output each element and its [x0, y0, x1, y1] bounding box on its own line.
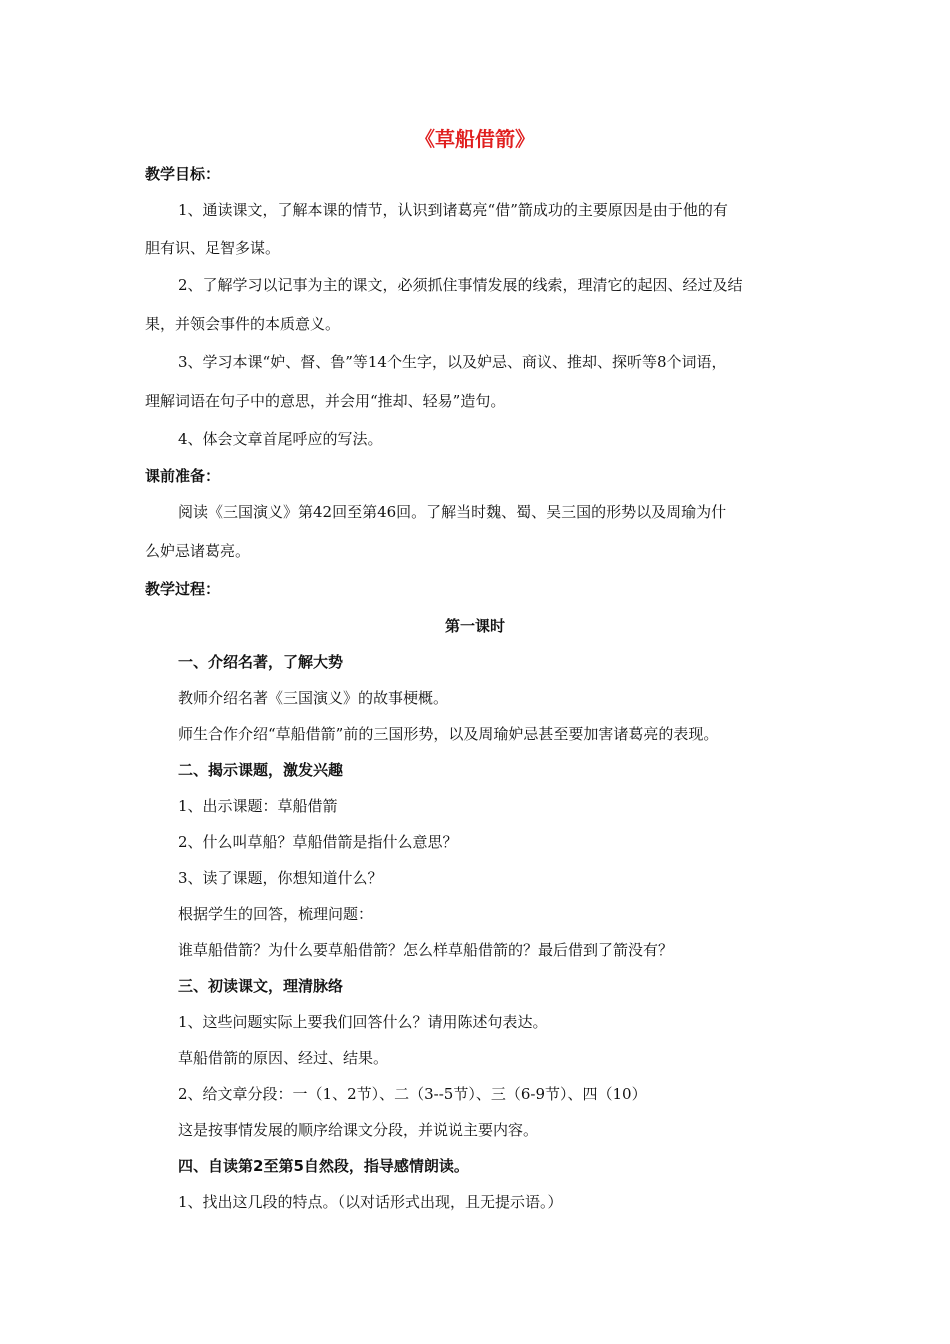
part3-heading: 三、初读课文，理清脉络 — [178, 977, 344, 995]
part2-line: 3、读了课题，你想知道什么？ — [178, 869, 383, 887]
prep-heading: 课前准备： — [145, 467, 221, 485]
goal-line: 2、了解学习以记事为主的课文，必须抓住事情发展的线索，理清它的起因、经过及结 — [178, 276, 743, 294]
prep-line: 么妒忌诸葛亮。 — [145, 542, 251, 560]
lesson-heading: 第一课时 — [444, 617, 505, 635]
part2-line: 2、什么叫草船？草船借箭是指什么意思？ — [178, 833, 458, 851]
part2-line: 1、出示课题：草船借箭 — [178, 797, 338, 815]
part2-heading: 二、揭示课题，激发兴趣 — [178, 761, 344, 779]
part3-line: 这是按事情发展的顺序给课文分段，并说说主要内容。 — [178, 1121, 539, 1139]
goal-line: 1、通读课文，了解本课的情节，认识到诸葛亮“借”箭成功的主要原因是由于他的有 — [178, 201, 728, 219]
goal-line: 理解词语在句子中的意思，并会用“推却、轻易”造句。 — [145, 392, 506, 410]
part3-line: 草船借箭的原因、经过、结果。 — [178, 1049, 389, 1067]
part2-line: 谁草船借箭？为什么要草船借箭？怎么样草船借箭的？最后借到了箭没有？ — [178, 941, 674, 959]
goal-line: 胆有识、足智多谋。 — [145, 239, 281, 257]
document-title: 《草船借箭》 — [415, 127, 535, 151]
goals-heading: 教学目标： — [145, 165, 221, 183]
part2-line: 根据学生的回答，梳理问题： — [178, 905, 374, 923]
part1-line: 教师介绍名著《三国演义》的故事梗概。 — [178, 689, 449, 707]
process-heading: 教学过程： — [145, 580, 221, 598]
goal-line: 4、体会文章首尾呼应的写法。 — [178, 430, 383, 448]
goal-line: 果，并领会事件的本质意义。 — [145, 315, 341, 333]
part4-heading: 四、自读第2至第5自然段，指导感情朗读。 — [178, 1157, 469, 1175]
prep-line: 阅读《三国演义》第42回至第46回。了解当时魏、蜀、吴三国的形势以及周瑜为什 — [178, 503, 727, 521]
part4-line: 1、找出这几段的特点。（以对话形式出现，且无提示语。） — [178, 1193, 563, 1211]
part1-heading: 一、介绍名著，了解大势 — [178, 653, 344, 671]
part3-line: 2、给文章分段：一（1、2节）、二（3--5节）、三（6-9节）、四（10） — [178, 1085, 647, 1103]
goal-line: 3、学习本课“妒、督、鲁”等14个生字，以及妒忌、商议、推却、探听等8个词语， — [178, 353, 727, 371]
part1-line: 师生合作介绍“草船借箭”前的三国形势，以及周瑜妒忌甚至要加害诸葛亮的表现。 — [178, 725, 719, 743]
part3-line: 1、这些问题实际上要我们回答什么？请用陈述句表达。 — [178, 1013, 548, 1031]
